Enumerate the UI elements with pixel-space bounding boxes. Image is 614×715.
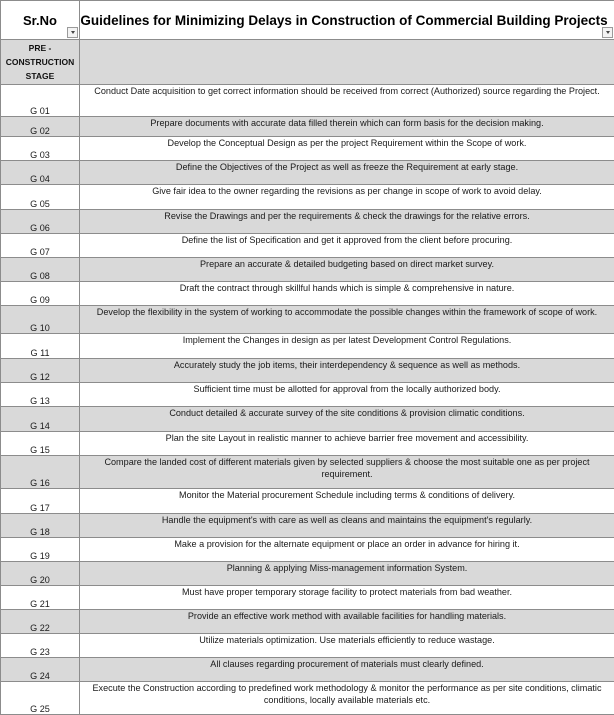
row-guideline-cell: Monitor the Material procurement Schedule including terms & conditions of delivery. — [80, 489, 614, 514]
row-guideline-cell: Implement the Changes in design as per latest Development Control Regulations. — [80, 334, 614, 359]
table-row — [1, 658, 614, 682]
header-sr-no-label: Sr.No — [23, 13, 57, 28]
chevron-down-icon — [606, 31, 610, 34]
table-row — [1, 489, 614, 514]
table-row — [1, 538, 614, 562]
row-id-cell: G 20 — [1, 562, 80, 586]
stage-row — [1, 40, 614, 85]
row-id-cell: G 24 — [1, 658, 80, 682]
row-guideline-cell: Planning & applying Miss-management information System. — [80, 562, 614, 586]
table-row — [1, 185, 614, 210]
row-id-cell: G 11 — [1, 334, 80, 359]
row-guideline-cell: Revise the Drawings and per the requirements & check the drawings for the relative errors. — [80, 210, 614, 234]
row-guideline-cell: Draft the contract through skillful hands which is simple & comprehensive in nature. — [80, 282, 614, 306]
row-guideline-cell: Define the Objectives of the Project as well as freeze the Requirement at early stage. — [80, 161, 614, 185]
row-id-cell: G 22 — [1, 610, 80, 634]
row-id-cell: G 18 — [1, 514, 80, 538]
table-row — [1, 137, 614, 161]
table-row — [1, 432, 614, 456]
table-row — [1, 334, 614, 359]
row-id-cell: G 09 — [1, 282, 80, 306]
stage-blank-cell — [80, 40, 614, 85]
row-guideline-cell: Plan the site Layout in realistic manner to achieve barrier free movement and accessibility. — [80, 432, 614, 456]
row-id-cell: G 19 — [1, 538, 80, 562]
row-id-cell: G 23 — [1, 634, 80, 658]
row-guideline-cell: Prepare an accurate & detailed budgeting based on direct market survey. — [80, 258, 614, 282]
row-id-cell: G 14 — [1, 407, 80, 432]
row-id-cell: G 02 — [1, 117, 80, 137]
row-guideline-cell: Compare the landed cost of different materials given by selected suppliers & choose the most suitable one as per project requirement. — [80, 456, 614, 489]
table-row — [1, 359, 614, 383]
row-id-cell: G 17 — [1, 489, 80, 514]
row-id-cell: G 25 — [1, 682, 80, 715]
row-guideline-cell: Utilize materials optimization. Use materials efficiently to reduce wastage. — [80, 634, 614, 658]
row-guideline-cell: Handle the equipment's with care as well as cleans and maintains the equipment's regularly. — [80, 514, 614, 538]
filter-dropdown-button[interactable] — [602, 27, 613, 38]
row-id-cell: G 07 — [1, 234, 80, 258]
row-guideline-cell: Define the list of Specification and get it approved from the client before procuring. — [80, 234, 614, 258]
row-id-cell: G 01 — [1, 85, 80, 117]
row-id-cell: G 03 — [1, 137, 80, 161]
row-id-cell: G 21 — [1, 586, 80, 610]
row-id-cell: G 04 — [1, 161, 80, 185]
row-guideline-cell: Develop the Conceptual Design as per the project Requirement within the Scope of work. — [80, 137, 614, 161]
row-guideline-cell: All clauses regarding procurement of materials must clearly defined. — [80, 658, 614, 682]
row-guideline-cell: Conduct Date acquisition to get correct information should be received from correct (Authorized) source regarding the Project. — [80, 85, 614, 117]
header-cell-guidelines — [80, 1, 614, 40]
row-guideline-cell: Execute the Construction according to predefined work methodology & monitor the performance as per site conditions, climatic conditions, locally available materials etc. — [80, 682, 614, 715]
row-id-cell: G 05 — [1, 185, 80, 210]
table-row — [1, 85, 614, 117]
row-id-cell: G 10 — [1, 306, 80, 334]
row-guideline-cell: Conduct detailed & accurate survey of the site conditions & provision climatic conditions. — [80, 407, 614, 432]
table-row — [1, 306, 614, 334]
row-guideline-cell: Develop the flexibility in the system of working to accommodate the possible changes within the framework of scope of work. — [80, 306, 614, 334]
row-id-cell: G 13 — [1, 383, 80, 407]
table-row — [1, 161, 614, 185]
stage-label-cell: PRE - CONSTRUCTION STAGE — [1, 40, 80, 85]
row-id-cell: G 12 — [1, 359, 80, 383]
chevron-down-icon — [71, 31, 75, 34]
row-guideline-cell: Must have proper temporary storage facility to protect materials from bad weather. — [80, 586, 614, 610]
header-row — [1, 1, 614, 40]
header-guidelines-label: Guidelines for Minimizing Delays in Construction of Commercial Building Projects — [80, 13, 607, 28]
table-row — [1, 562, 614, 586]
row-id-cell: G 06 — [1, 210, 80, 234]
table-row — [1, 514, 614, 538]
table-row — [1, 234, 614, 258]
table-row — [1, 282, 614, 306]
row-id-cell: G 16 — [1, 456, 80, 489]
table-row — [1, 210, 614, 234]
table-row — [1, 610, 614, 634]
row-guideline-cell: Make a provision for the alternate equipment or place an order in advance for hiring it. — [80, 538, 614, 562]
table-row — [1, 682, 614, 715]
row-id-cell: G 08 — [1, 258, 80, 282]
table-row — [1, 456, 614, 489]
table-row — [1, 634, 614, 658]
table-row — [1, 407, 614, 432]
row-guideline-cell: Sufficient time must be allotted for approval from the locally authorized body. — [80, 383, 614, 407]
table-row — [1, 586, 614, 610]
header-cell-sr-no — [1, 1, 80, 40]
row-guideline-cell: Provide an effective work method with available facilities for handling materials. — [80, 610, 614, 634]
row-guideline-cell: Prepare documents with accurate data filled therein which can form basis for the decision making. — [80, 117, 614, 137]
filter-dropdown-button[interactable] — [67, 27, 78, 38]
table-row — [1, 258, 614, 282]
row-guideline-cell: Accurately study the job items, their interdependency & sequence as well as methods. — [80, 359, 614, 383]
table-row — [1, 117, 614, 137]
row-guideline-cell: Give fair idea to the owner regarding the revisions as per change in scope of work to avoid delay. — [80, 185, 614, 210]
table-row — [1, 383, 614, 407]
row-id-cell: G 15 — [1, 432, 80, 456]
